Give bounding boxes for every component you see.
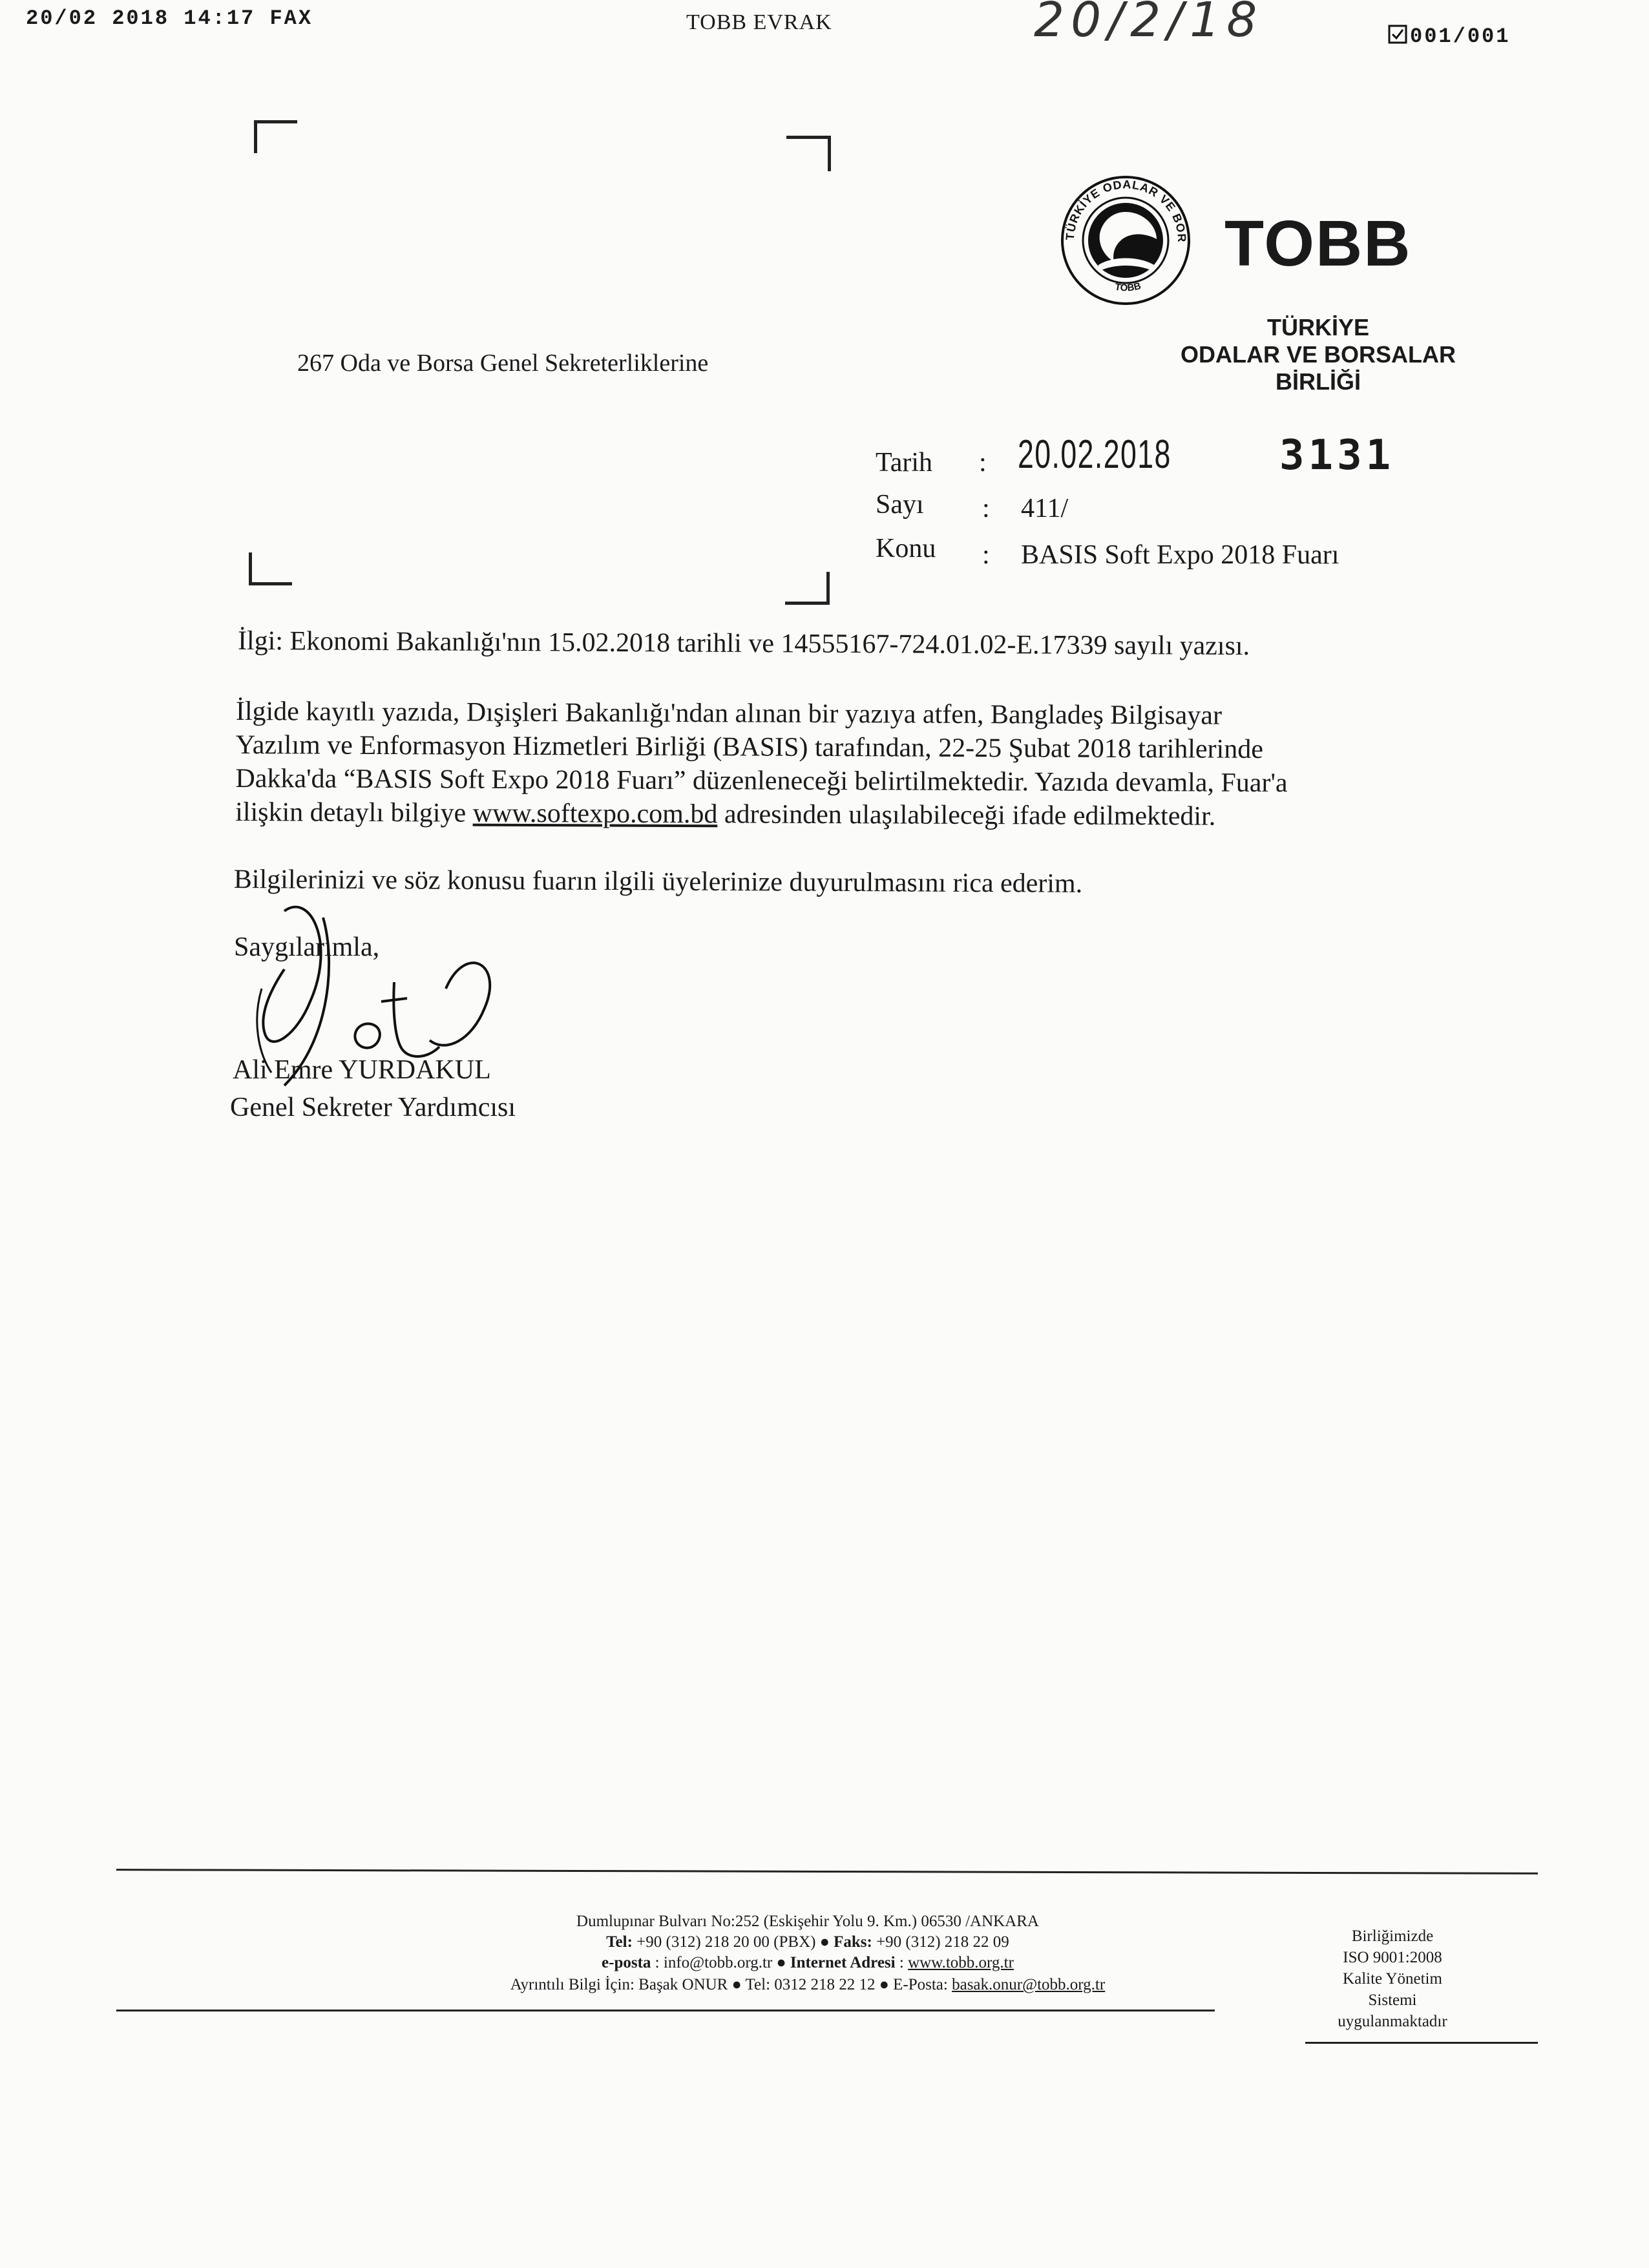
tarih-stamp-number: 3131 [1279,432,1395,479]
org-line-2: ODALAR VE BORSALAR [1180,341,1456,368]
window-corner-top-left [254,120,297,153]
quality-line-3: Kalite Yönetim [1343,1970,1442,1988]
quality-line-4: Sistemi [1368,1991,1417,2009]
konu-colon: : [982,540,990,570]
seal-text-bottom: TOBB [1114,280,1142,294]
footer-email-web: e-posta : info@tobb.org.tr ● Internet Adresi : www.tobb.org.tr [602,1954,1014,1971]
fax-timestamp: 20/02 2018 14:17 FAX [26,6,313,30]
main-paragraph [235,695,1288,834]
org-line-3: BİRLİĞİ [1276,368,1361,395]
footer-phone-fax [420,1933,1195,1951]
handwritten-date: 20/2/18 [1034,0,1264,48]
paragraph-line-4 [235,795,1287,834]
seal-text-top: TÜRKİYE ODALAR VE BOR [1063,178,1189,243]
bullet-icon: ● [819,1933,830,1951]
window-corner-bottom-right [785,572,830,605]
paragraph-line-3: Dakka'da “BASIS Soft Expo 2018 Fuarı” düzenleneceği belirtilmektedir. Yazıda devamla, Fuar'a [235,763,1288,799]
faks-value: +90 (312) 218 22 09 [872,1933,1009,1951]
tarih-stamp-date: 20.02.2018 [1018,432,1171,477]
signatory-name: Ali Emre YURDAKUL [233,1055,491,1085]
salutation: Saygılarımla, [234,932,380,962]
sayi-value: 411/ [1021,494,1069,523]
quality-notice [1312,1926,1473,2032]
konu-label: Konu [876,534,936,563]
window-corner-top-right [786,136,831,171]
footer-divider-top [116,1869,1538,1874]
page-icon [1388,25,1407,44]
paragraph-line-2: Yazılım ve Enformasyon Hizmetleri Birliği (BASIS) tarafından, 22-25 Şubat 2018 tarihlerinde [235,730,1264,764]
sayi-label: Sayı [876,490,924,520]
request-paragraph: Bilgilerinizi ve söz konusu fuarın ilgili üyelerinize duyurulmasını rica ederim. [233,865,1083,899]
eposta-value: : info@tobb.org.tr [651,1954,777,1971]
detail-text: Ayrıntılı Bilgi İçin: Başak ONUR ● Tel: 0312 218 22 12 ● E-Posta: [510,1976,952,1993]
window-corner-bottom-left [249,552,292,585]
quality-underline [1305,2042,1538,2044]
quality-line-2: ISO 9001:2008 [1343,1949,1442,1966]
quality-line-5: uygulanmaktadır [1338,2013,1447,2030]
detail-email-link[interactable]: basak.onur@tobb.org.tr [952,1976,1106,1993]
ilgi-line: İlgi: Ekonomi Bakanlığı'nın 15.02.2018 tarihli ve 14555167-724.01.02-E.17339 sayılı yazısı. [237,625,1250,662]
org-name [1163,314,1473,395]
tarih-label: Tarih [876,448,933,478]
tarih-colon: : [979,448,987,478]
addressee: 267 Oda ve Borsa Genel Sekreterliklerine [297,350,709,377]
bullet-icon: ● [776,1954,786,1971]
paragraph-line-4-start: ilişkin detaylı bilgiye [235,797,473,828]
page-counter: 001/001 [1410,25,1511,48]
quality-line-1: Birliğimizde [1351,1927,1434,1945]
footer-contact-detail [420,1976,1195,1994]
footer-address: Dumlupınar Bulvarı No:252 (Eskişehir Yolu 9. Km.) 06530 /ANKARA [576,1913,1039,1930]
tel-label: Tel: [606,1933,633,1951]
fax-receiver: TOBB EVRAK [686,10,832,34]
org-line-1: TÜRKİYE [1266,314,1369,341]
softexpo-link[interactable]: www.softexpo.com.bd [472,798,718,830]
tobb-seal-logo [1060,174,1192,307]
paragraph-line-1: İlgide kayıtlı yazıda, Dışişleri Bakanlığı'ndan alınan bir yazıya atfen, Bangladeş Bilgisayar [235,697,1223,731]
konu-value: BASIS Soft Expo 2018 Fuarı [1021,540,1339,570]
internet-link[interactable]: www.tobb.org.tr [908,1954,1014,1971]
paragraph-line-4-end: adresinden ulaşılabileceği ifade edilmektedir. [717,799,1216,832]
sayi-colon: : [982,494,990,523]
tobb-brand: TOBB [1224,207,1412,280]
eposta-label: e-posta [602,1954,651,1971]
internet-label: Internet Adresi [790,1954,896,1971]
signatory-title: Genel Sekreter Yardımcısı [230,1093,516,1122]
footer-divider-bottom [116,2010,1215,2011]
faks-label: Faks: [834,1933,872,1951]
tel-value: +90 (312) 218 20 00 (PBX) [632,1933,820,1951]
